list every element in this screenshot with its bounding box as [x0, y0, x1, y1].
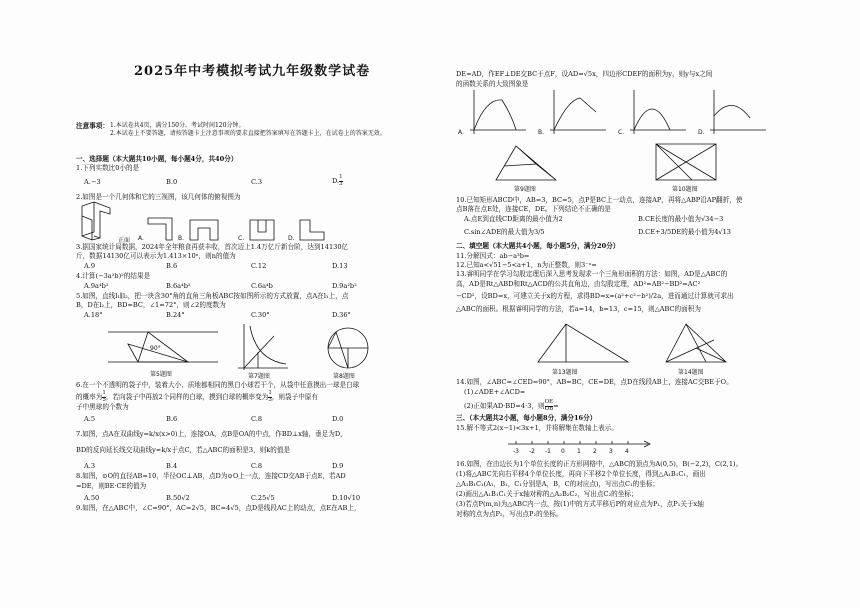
fig5-angle-label: 90° — [150, 345, 161, 352]
q7-option-a: A.3 — [84, 462, 96, 470]
q11-text: 11.分解因式：ab−a³b= — [456, 252, 530, 260]
q1-option-c: C.3 — [251, 178, 263, 186]
q7-line-2: BD的反向延长线交双曲线y=k/x于点C，若△ABC的面积是3，则k的值是 — [76, 446, 291, 454]
q8-line-1: 8.如图，⊙O的直径AB=10，半径OC⊥AB，点D为⊙O上一点，连接CD交AB于点E，若AD — [76, 472, 346, 480]
q6-line-2: 的概率为 $\frac{1}{5}$ ，若向袋子中再放2个同样的白球，摸到白球的概率变为 $\frac{1}{3}$ ，则袋子中原有 — [76, 390, 318, 403]
q2-option-c-view — [250, 220, 274, 240]
number-line-label: 2 — [593, 448, 597, 455]
q6-option-a: A.5 — [84, 415, 96, 423]
q4-option-c: C.6a⁴b — [251, 282, 273, 290]
q5-option-d: D.36° — [332, 311, 351, 319]
q8-option-b: B.50√2 — [166, 494, 190, 502]
q6-option-b: B.6 — [166, 415, 178, 423]
figures-9-10 — [456, 140, 776, 194]
fig7-hyperbola-diagram — [238, 324, 288, 370]
q1-option-a: A.−3 — [84, 178, 101, 186]
q7-option-b: B.4 — [166, 462, 178, 470]
q6-line-1: 6.在一个不透明的袋子中，装着大小、质地都相同的黑白小球若干个，从袋中任意摸出一球是白球 — [76, 381, 360, 389]
q6-line-3: 子中黑球的个数为 — [76, 403, 129, 411]
q13-line-1: 13.睿明同学在学习勾股定理后深入思考发现求一个三角形面积的方法：如图，AD是△ABC的 — [456, 270, 728, 278]
fig14-triangle-diagram — [666, 324, 726, 362]
fig8-circle-diagram — [328, 328, 368, 368]
notice-line-1: 1.本试卷共4页，满分150分，考试时间120分钟。 — [110, 122, 245, 129]
q16-line-5: (3)若点P(m,n)为△ABC内一点，按(1)中的方式平移后P的对应点为P₁，点P₁关于x轴 — [456, 500, 704, 508]
q7-option-d: D.9 — [332, 462, 344, 470]
fig9-triangle-diagram — [496, 146, 556, 180]
section-2-heading: 二、填空题（本大题共4小题，每小题5分，满分20分） — [456, 242, 620, 250]
q2-front-caption: 正面 — [118, 237, 131, 244]
q3-option-b: B.6 — [166, 262, 178, 270]
q5-option-b: B.24° — [166, 311, 185, 319]
q4-option-a: A.9a⁴b² — [84, 282, 109, 290]
fig7-caption: 第7题图 — [248, 373, 270, 380]
notice-label: 注意事项： — [76, 122, 109, 130]
q10-option-b: B.CE长度的最小值为√34−3 — [638, 215, 724, 223]
q13-line-2: 高，AD是Rt△ABD和Rt△ACD的公共直角边，由勾股定理，AD²=AB²−BD²=AC² — [456, 280, 701, 288]
fig14-caption: 第14题图 — [678, 369, 704, 376]
number-line-label: 3 — [609, 448, 613, 455]
q8-option-c: C.25√5 — [251, 494, 275, 502]
q14-line-1: 14.如图，∠ABC=∠CED=90°，AB=BC，CE=DE，点D在线段AB上，连接AC交BE于O。 — [456, 378, 733, 386]
q8-option-d: D.10√10 — [332, 494, 361, 502]
q14-line-3: (2)正如果AD·BD=4·3，则 $\frac{OE}{OB}$ = — [464, 399, 559, 412]
q16-line-1: 16.如图，在由边长为1个单位长度的正方形网格中，△ABC的顶点为A(0,5)，B(−2,2)，C(2,1)。 — [456, 460, 743, 468]
q5-line-1: 5.如图，直线l₁∥l₂，把一块含30°角的直角三角板ABC按如图所示的方式放置，点A在l₁上，点 — [76, 292, 349, 300]
q4-stem: 4.计算(−3a²b)²的结果是 — [76, 272, 151, 280]
q9-line-3: 的函数关系的大致图象是 — [456, 80, 529, 88]
q15-text: 15.解不等式2(x−1)<3x+1，并将解集在数轴上表示。 — [456, 424, 618, 432]
q8-option-a: A.50 — [84, 494, 100, 502]
q15-number-line — [508, 438, 658, 458]
section-3-heading: 三、（本大题共2小题，每小题8分，满分16分） — [456, 414, 597, 422]
q7-line-1: 7.如图，点A在双曲线y=k/x(x>0)上，连接OA，点B是OA的中点，作BD⊥x轴，垂足为D， — [76, 430, 347, 438]
fig13-triangle-diagram — [538, 324, 628, 362]
q13-line-4: △ABC的面积。根据睿明同学的方法，若a=14，b=13，c=15，则△ABC的面积为 — [456, 305, 701, 313]
q10-option-c: C.sin∠ADE的最大值为3/5 — [464, 228, 545, 236]
q14-line-2: (1)∠ADE+∠ACD= — [464, 388, 526, 396]
q2-option-a-view — [148, 218, 172, 240]
fig5-triangle-diagram — [108, 332, 218, 362]
q10-option-d: D.CE+3/5DE的最小值为4√13 — [638, 228, 731, 236]
number-line-label: 0 — [561, 448, 565, 455]
q10-line-1: 10.已知矩形ABCD中，AB=3，BC=5，点P是BC上一动点，连接AP，再将△ABP沿AP翻折，使 — [456, 196, 743, 204]
q4-option-d: D.9a²b² — [332, 282, 357, 290]
number-line-label: -3 — [513, 448, 519, 455]
q3-option-a: A.9 — [84, 262, 96, 270]
page-title: 2025年中考模拟考试九年级数学试卷 — [134, 64, 371, 79]
q2-option-c: C. — [238, 235, 245, 242]
q3-line-2: 斤，数据14130亿可以表示为1.413×10ⁿ，则n的值为 — [76, 252, 236, 260]
q2-solid-figure — [82, 202, 110, 240]
q16-line-3: △A₁B₁C₁(A₁，B₁，C₁分别是A，B，C的对应点)，写出点C₁的坐标； — [456, 480, 660, 488]
figures-13-14 — [456, 318, 776, 376]
number-line-label: -1 — [545, 448, 551, 455]
q10-option-a: A.点E到直线CD距离的最小值为2 — [464, 215, 563, 223]
q5-option-a: A.18° — [84, 311, 103, 319]
q9-graph-c-label: C. — [618, 129, 625, 136]
q9-graph-d-label: D. — [698, 129, 705, 136]
section-1-heading: 一、选择题（本大题共10小题，每小题4分，共40分） — [76, 155, 238, 163]
q9-graph-c — [630, 90, 686, 134]
q5-option-c: C.30° — [251, 311, 270, 319]
q2-option-b-view — [190, 220, 218, 240]
q1-option-b: B.0 — [166, 178, 178, 186]
q2-option-a: A. — [138, 235, 144, 242]
number-line-label: 1 — [577, 448, 581, 455]
q16-line-6: 对称的点为点P₂，写出点P₂的坐标。 — [456, 510, 563, 518]
q3-option-d: D.13 — [332, 262, 348, 270]
q9-graph-b — [550, 90, 606, 134]
q2-figures — [78, 202, 408, 242]
figures-row-5-7-8 — [78, 322, 408, 380]
fig10-rectangle-diagram — [656, 144, 716, 180]
fig9-caption: 第9题图 — [514, 186, 536, 193]
fig13-caption: 第13题图 — [552, 369, 578, 376]
q12-text: 12.已知a<√51−5<a+1，n为正整数，则3⁻ᵃ= — [456, 261, 597, 269]
q9-graph-b-label: B. — [538, 129, 545, 136]
number-line-label: -2 — [529, 448, 535, 455]
q4-option-b: B.6a⁴b² — [166, 282, 191, 290]
q5-line-2: B，D在l₂上，BD=BC，∠1=72°，则∠2的度数为 — [76, 301, 226, 309]
q10-line-2: 点B落在点E处，连接CE，DE。下列结论不正确的是 — [456, 205, 611, 213]
q7-option-c: C.8 — [251, 462, 263, 470]
q9-graph-a-label: A. — [458, 129, 464, 136]
q2-option-d-view — [300, 220, 324, 240]
q9-graph-a — [470, 90, 526, 134]
q1-option-d: D. $\frac{1}{3}$ — [332, 174, 343, 187]
q2-stem: 2.如图是一个几何体和它的三视图，该几何体的俯视图为 — [76, 193, 241, 201]
q9-line-1: 9.如图，在△ABC中，∠C=90°，AC=2√5，BC=4√5，点D是线段AC上的动点，点E在AB上， — [76, 504, 361, 512]
fig8-caption: 第8题图 — [333, 373, 355, 380]
q9-line-2: DE=AD，作EF⊥DE交BC于点F，设AD=√5x，四边形CDEF的面积为y，则y与x之间 — [456, 70, 713, 78]
q16-line-2: (1)将△ABC先向右平移4个单位长度，再向下平移2个单位长度，得到△A₁B₁C₁，画出 — [456, 470, 706, 478]
fig5-caption: 第5题图 — [150, 371, 172, 378]
q9-option-graphs — [456, 88, 776, 138]
notice-line-2: 2.本试卷上不要答题，请按答题卡上注意事项的要求直接把答案填写在答题卡上，在试卷上的答案无效。 — [110, 130, 386, 137]
q2-option-d: D. — [288, 235, 295, 242]
q8-line-2: =DE，则BE·CE的值为 — [76, 482, 147, 490]
q3-line-1: 3.据国家统计局数据，2024年全年粮食再获丰收，首次迈上1.4万亿斤新台阶，达到14130亿 — [76, 243, 349, 251]
q16-line-4: (2)画出△A₁B₁C₁关于x轴对称的△A₂B₂C₂，写出点C₂的坐标； — [456, 490, 638, 498]
fig10-caption: 第10题图 — [672, 186, 698, 193]
q1-stem: 1.下列实数比0小的是 — [76, 164, 140, 172]
q3-option-c: C.12 — [251, 262, 267, 270]
q9-graph-d — [710, 90, 766, 134]
q2-option-b: B. — [178, 235, 185, 242]
q6-option-c: C.8 — [251, 415, 263, 423]
q13-line-3: −CD²，设BD=x，可建立关于x的方程，求得BD=x=(a²+c²−b²)/2a，进而通过计算就可求出 — [456, 292, 734, 300]
q6-option-d: D.0 — [332, 415, 344, 423]
number-line-label: 4 — [625, 448, 629, 455]
